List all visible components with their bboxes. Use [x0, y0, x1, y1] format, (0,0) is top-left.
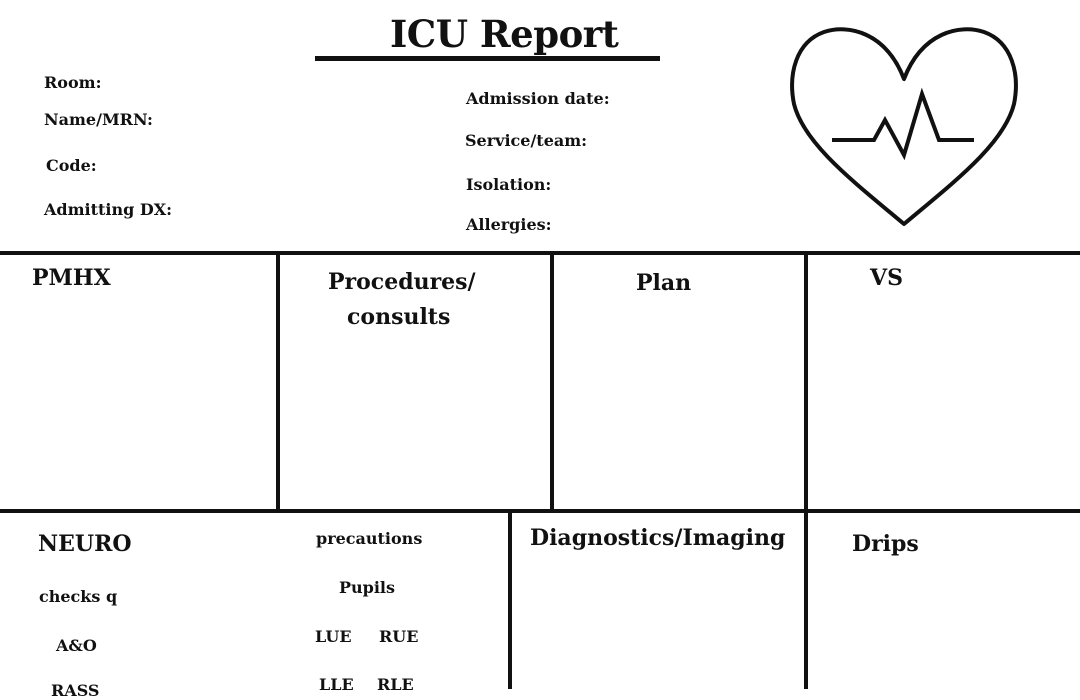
rass-label: RASS: [51, 681, 100, 700]
name-mrn-field-label: Name/MRN:: [44, 110, 153, 129]
code-field-label: Code:: [46, 156, 97, 175]
col-divider-1: [276, 253, 280, 511]
header-divider: [0, 251, 1080, 255]
checks-q-label: checks q: [39, 587, 118, 606]
drips-header: Drips: [852, 531, 919, 557]
col-divider-4: [508, 511, 512, 689]
report-title: ICU Report: [390, 12, 619, 56]
service-team-field-label: Service/team:: [465, 131, 588, 150]
diagnostics-imaging-header: Diagnostics/Imaging: [530, 525, 786, 551]
heart-ecg-icon: [786, 22, 1022, 228]
col-divider-2: [550, 253, 554, 511]
lle-label: LLE: [319, 675, 354, 694]
title-underline: [315, 56, 660, 61]
rue-label: RUE: [379, 627, 419, 646]
lue-label: LUE: [315, 627, 352, 646]
admission-date-field-label: Admission date:: [466, 89, 610, 108]
neuro-header: NEURO: [38, 531, 132, 557]
col-divider-3: [804, 253, 808, 689]
allergies-field-label: Allergies:: [466, 215, 552, 234]
procedures-header-line2: consults: [347, 304, 451, 330]
vs-header: VS: [870, 265, 903, 291]
isolation-field-label: Isolation:: [466, 175, 552, 194]
precautions-label: precautions: [316, 529, 423, 548]
procedures-header-line1: Procedures/: [328, 269, 476, 295]
pmhx-header: PMHX: [32, 265, 111, 291]
admitting-dx-field-label: Admitting DX:: [44, 200, 173, 219]
row-divider: [0, 509, 1080, 513]
pupils-label: Pupils: [339, 578, 396, 597]
room-field-label: Room:: [44, 73, 102, 92]
plan-header: Plan: [636, 270, 692, 296]
rle-label: RLE: [377, 675, 414, 694]
a-and-o-label: A&O: [56, 636, 97, 655]
